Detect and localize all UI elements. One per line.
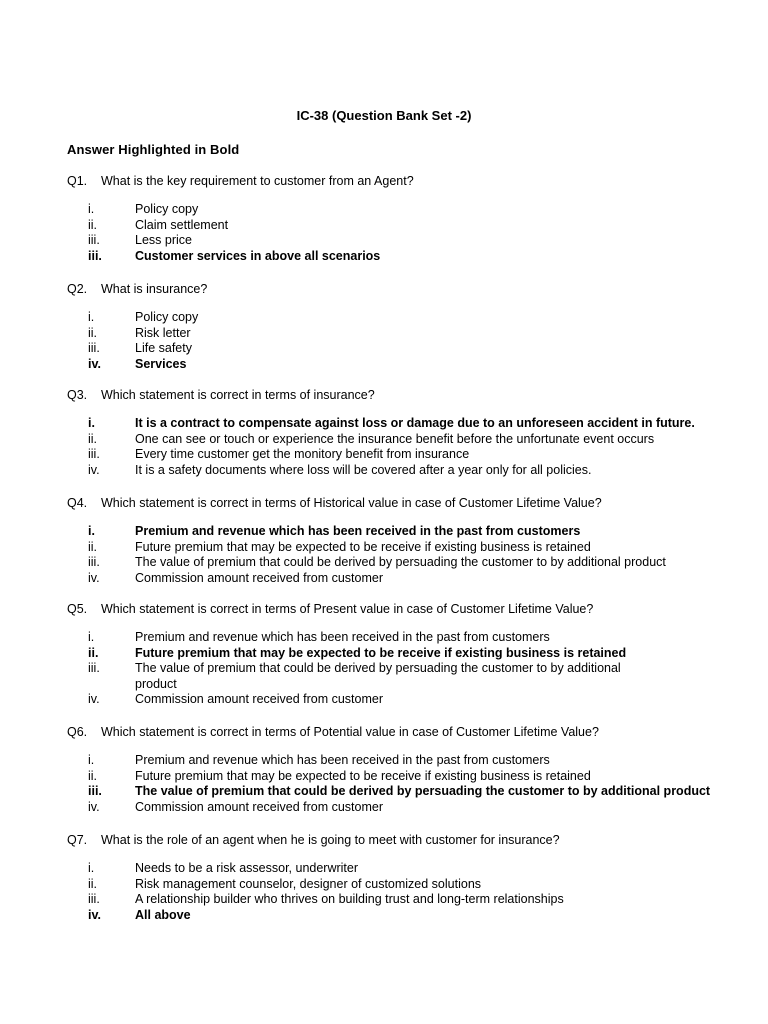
option-text: It is a safety documents where loss will be covered after a year only for all policies.: [135, 462, 592, 477]
question-3: [67, 388, 375, 402]
option-text: Future premium that may be expected to be receive if existing business is retained: [135, 768, 591, 783]
option-numeral: ii.: [88, 217, 98, 232]
option-text: The value of premium that could be derived by persuading the customer to by additional: [135, 661, 621, 675]
question-number: Q1.: [67, 174, 88, 188]
option-text: Premium and revenue which has been received in the past from customers: [135, 753, 550, 767]
option-text: Premium and revenue which has been received in the past from customers: [135, 630, 550, 644]
document-title: IC-38 (Question Bank Set -2): [296, 108, 472, 123]
option-text: product: [135, 676, 177, 691]
option-text: A relationship builder who thrives on building trust and long-term relationships: [135, 892, 564, 906]
option-text: One can see or touch or experience the insurance benefit before the unfortunate event occurs: [135, 431, 655, 446]
option-text: Policy copy: [135, 202, 199, 216]
option-numeral: iv.: [88, 462, 100, 477]
option-numeral: i.: [88, 861, 95, 875]
option-text: Claim settlement: [135, 217, 229, 232]
correct-answer-text: Future premium that may be expected to be receive if existing business is retained: [135, 645, 627, 660]
option-numeral: i.: [88, 524, 95, 538]
question-text: Which statement is correct in terms of Potential value in case of Customer Lifetime Value?: [101, 725, 599, 739]
question-number: Q6.: [67, 725, 88, 739]
option-numeral: ii.: [88, 645, 99, 660]
option-text: Risk management counselor, designer of customized solutions: [135, 876, 482, 891]
option-numeral: ii.: [88, 876, 98, 891]
option-numeral: i.: [88, 753, 95, 767]
option-text: Commission amount received from customer: [135, 692, 383, 706]
question-number: Q7.: [67, 833, 88, 847]
question-4: [67, 496, 602, 510]
option-numeral: ii.: [88, 431, 98, 446]
option-numeral: iii.: [88, 341, 100, 355]
option-numeral: iii.: [88, 447, 100, 461]
option-numeral: iii.: [88, 784, 102, 798]
correct-answer-text: Services: [135, 356, 187, 371]
option-numeral: iv.: [88, 907, 101, 922]
option-text: Policy copy: [135, 310, 199, 324]
question-text: What is the key requirement to customer from an Agent?: [101, 174, 414, 188]
question-number: Q2.: [67, 282, 88, 296]
option-numeral: iii.: [88, 892, 100, 906]
document-subtitle: Answer Highlighted in Bold: [67, 142, 240, 157]
question-text: What is insurance?: [101, 282, 208, 296]
question-number: Q3.: [67, 388, 88, 402]
option-text: Commission amount received from customer: [135, 799, 383, 814]
question-6: [67, 725, 599, 739]
option-numeral: iv.: [88, 356, 101, 371]
option-numeral: ii.: [88, 768, 98, 783]
correct-answer-text: Premium and revenue which has been received in the past from customers: [135, 524, 581, 538]
option-numeral: ii.: [88, 539, 98, 554]
option-text: Life safety: [135, 341, 192, 355]
option-numeral: i.: [88, 630, 95, 644]
option-text: Risk letter: [135, 325, 191, 340]
option-numeral: iv.: [88, 570, 100, 585]
option-text: Commission amount received from customer: [135, 570, 383, 585]
option-numeral: iii.: [88, 248, 102, 263]
question-1: [67, 174, 414, 188]
option-numeral: i.: [88, 416, 95, 430]
option-numeral: iv.: [88, 692, 100, 706]
correct-answer-text: The value of premium that could be derived by persuading the customer to by additional product: [135, 784, 711, 798]
option-text: The value of premium that could be derived by persuading the customer to by additional product: [135, 555, 666, 569]
question-2: [67, 282, 207, 296]
question-number: Q4.: [67, 496, 88, 510]
question-5: [67, 602, 593, 616]
option-numeral: i.: [88, 310, 95, 324]
option-text: Less price: [135, 233, 192, 247]
option-numeral: iv.: [88, 799, 100, 814]
option-numeral: iii.: [88, 233, 100, 247]
correct-answer-text: It is a contract to compensate against loss or damage due to an unforeseen accident in future.: [135, 416, 695, 430]
option-numeral: ii.: [88, 325, 98, 340]
option-numeral: iii.: [88, 555, 100, 569]
option-text: Needs to be a risk assessor, underwriter: [135, 861, 359, 875]
question-text: What is the role of an agent when he is going to meet with customer for insurance?: [101, 833, 560, 847]
option-numeral: i.: [88, 202, 95, 216]
question-text: Which statement is correct in terms of Present value in case of Customer Lifetime Value?: [101, 602, 594, 616]
question-7: [67, 833, 560, 847]
option-text: Future premium that may be expected to be receive if existing business is retained: [135, 539, 591, 554]
option-text: Every time customer get the monitory benefit from insurance: [135, 447, 470, 461]
correct-answer-text: All above: [135, 907, 191, 922]
question-number: Q5.: [67, 602, 88, 616]
question-text: Which statement is correct in terms of insurance?: [101, 388, 375, 402]
question-text: Which statement is correct in terms of Historical value in case of Customer Lifetime Value?: [101, 496, 602, 510]
correct-answer-text: Customer services in above all scenarios: [135, 248, 381, 263]
option-numeral: iii.: [88, 661, 100, 675]
